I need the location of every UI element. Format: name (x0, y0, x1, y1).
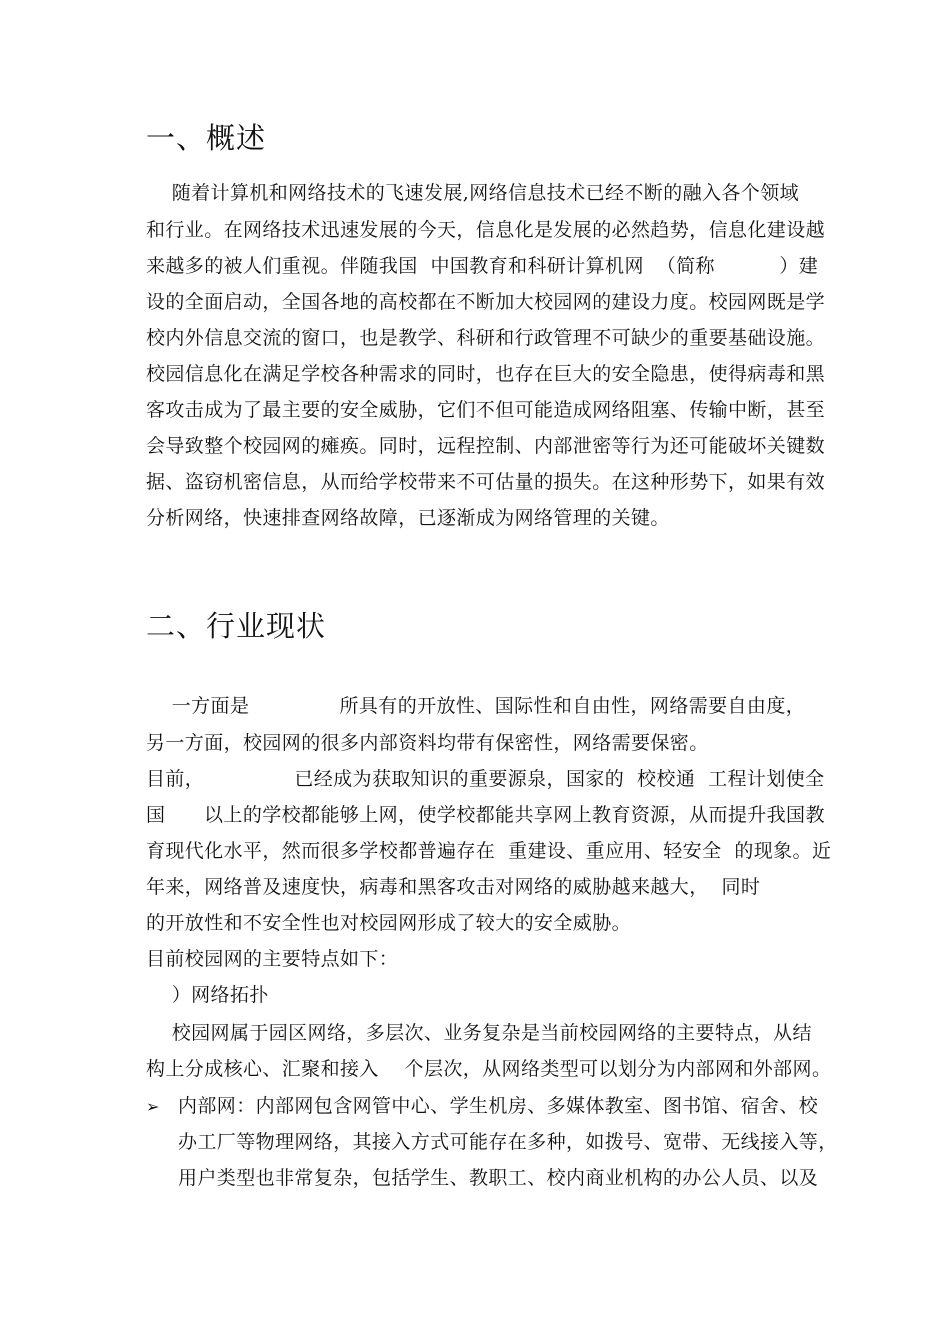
paragraph-line: 的开放性和不安全性也对校园网形成了较大的安全威胁。 (146, 912, 632, 934)
paragraph-line: 设的全面启动，全国各地的高校都在不断加大校园网的建设力度。校园网既是学 (146, 291, 826, 313)
paragraph-line: 校内外信息交流的窗口，也是教学、科研和行政管理不可缺少的重要基础设施。 (146, 327, 826, 349)
paragraph-line: 校园信息化在满足学校各种需求的同时，也存在巨大的安全隐患，使得病毒和黑 (146, 363, 826, 385)
paragraph-line: 目前， 已经成为获取知识的重要源泉，国家的 校校通 工程计划使全 (146, 768, 825, 790)
paragraph-line: 国 以上的学校都能够上网，使学校都能共享网上教育资源，从而提升我国教 (146, 804, 825, 826)
paragraph-line: 和行业。在网络技术迅速发展的今天，信息化是发展的必然趋势，信息化建设越 (146, 219, 826, 241)
paragraph-line: 另一方面，校园网的很多内部资料均带有保密性，网络需要保密。 (146, 732, 709, 754)
bullet-line: 用户类型也非常复杂，包括学生、教职工、校内商业机构的办公人员、以及 (178, 1167, 819, 1189)
subheading-network-topology: ）网络拓扑 (146, 984, 269, 1006)
bullet-line: 办工厂等物理网络，其接入方式可能存在多种，如拨号、宽带、无线接入等， (178, 1131, 838, 1153)
arrow-bullet-icon: ➢ (146, 1097, 160, 1116)
paragraph-line: 会导致整个校园网的瘫痪。同时，远程控制、内部泄密等行为还可能破坏关键数 (146, 435, 826, 457)
paragraph-line: 目前校园网的主要特点如下： (146, 948, 399, 970)
paragraph-line: 客攻击成为了最主要的安全威胁，它们不但可能造成网络阻塞、传输中断，甚至 (146, 399, 826, 421)
paragraph-line: 据、盗窃机密信息，从而给学校带来不可估量的损失。在这种形势下，如果有效 (146, 471, 826, 493)
paragraph-line: 年来，网络普及速度快，病毒和黑客攻击对网络的威胁越来越大， 同时 (146, 876, 761, 898)
paragraph-line: 来越多的被人们重视。伴随我国 中国教育和科研计算机网 （简称 ）建 (146, 255, 819, 277)
section-heading-industry-status: 二、行业现状 (146, 609, 327, 643)
paragraph-line: 育现代化水平，然而很多学校都普遍存在 重建设、重应用、轻安全 的现象。近 (146, 840, 832, 862)
bullet-line: 内部网：内部网包含网管中心、学生机房、多媒体教室、图书馆、宿舍、校 (178, 1095, 819, 1117)
paragraph-line: 构上分成核心、汇聚和接入 个层次，从网络类型可以划分为内部网和外部网。 (146, 1058, 832, 1080)
paragraph-line: 分析网络，快速排查网络故障，已逐渐成为网络管理的关键。 (146, 507, 670, 529)
paragraph-line: 一方面是 所具有的开放性、国际性和自由性，网络需要自由度， (146, 695, 806, 717)
section-heading-overview: 一、概述 (146, 121, 267, 155)
paragraph-line: 随着计算机和网络技术的飞速发展,网络信息技术已经不断的融入各个领域 (146, 182, 799, 204)
paragraph-line: 校园网属于园区网络，多层次、业务复杂是当前校园网络的主要特点，从结 (146, 1022, 812, 1044)
